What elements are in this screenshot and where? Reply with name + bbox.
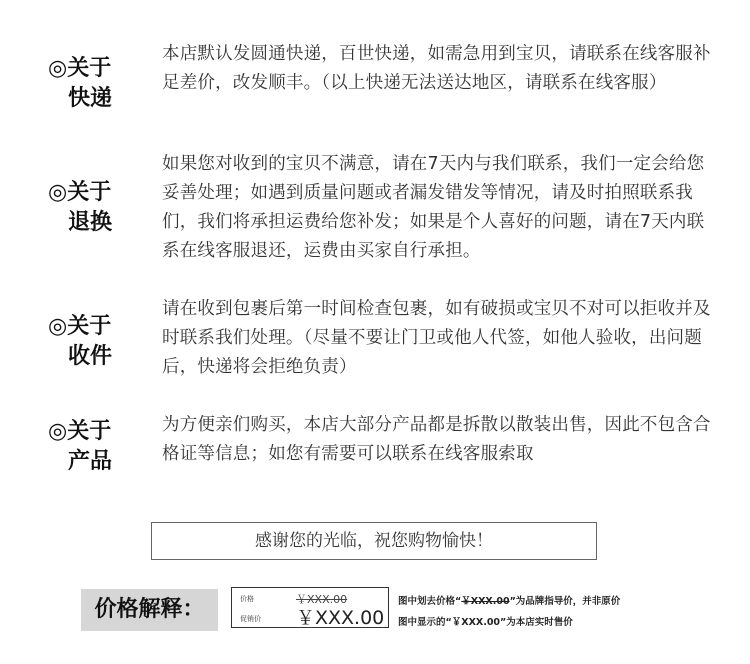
price-note-1 [398, 593, 620, 607]
section-title-line1: ◎关于 [48, 314, 112, 339]
section-title [48, 178, 128, 238]
promo-price-label: 促销价 [240, 615, 261, 623]
price-sample-box [231, 587, 389, 628]
section-title-line2: 产品 [68, 449, 113, 474]
section-title-line1: ◎关于 [48, 180, 112, 205]
price-note-1-value: ￥XXX.00 [461, 596, 510, 607]
section-title-line1: ◎关于 [48, 56, 112, 81]
section-body: 如果您对收到的宝贝不满意，请在7天内与我们联系，我们一定会给您妥善处理；如遇到质量问题或者漏发错发等情况，请及时拍照联系我们，我们将承担运费给您补发；如果是个人喜好的问题，请在7天内联系在线客服退还，运费由买家自行承担。 [162, 154, 705, 261]
price-note-1-prefix: 图中划去价格“ [398, 596, 462, 607]
section-body: 请在收到包裹后第一时间检查包裹，如有破损或宝贝不对可以拒收并及时联系我们处理。（尽量不要让门卫或他人代签，如他人验收，出问题后，快递将会拒绝负责） [162, 299, 711, 377]
promo-price-value: ￥XXX.00 [296, 607, 385, 629]
section-title-line2: 退换 [68, 210, 113, 235]
section-title [48, 417, 128, 477]
section-body: 为方便亲们购买，本店大部分产品都是拆散以散装出售，因此不包含合格证等信息；如您有需要可以联系在线客服索取 [162, 415, 711, 464]
price-note-2: 图中显示的“￥XXX.00”为本店实时售价 [398, 617, 573, 628]
section-title [48, 54, 128, 114]
price-note-1-suffix: ”为品牌指导价，并非原价 [509, 596, 621, 607]
section-title-line1: ◎关于 [48, 419, 112, 444]
section-body: 本店默认发圆通快递，百世快递，如需急用到宝贝，请联系在线客服补足差价，改发顺丰。（以上快递无法送达地区，请联系在线客服） [162, 44, 711, 93]
list-price-value: ￥XXX.00 [296, 593, 348, 606]
list-price-label: 价格 [240, 595, 254, 603]
section-title-line2: 收件 [68, 344, 113, 369]
section-title-line2: 快递 [68, 86, 113, 111]
price-explanation-label: 价格解释： [81, 589, 218, 631]
thanks-message: 感谢您的光临，祝您购物愉快！ [151, 522, 597, 560]
section-title [48, 312, 128, 372]
